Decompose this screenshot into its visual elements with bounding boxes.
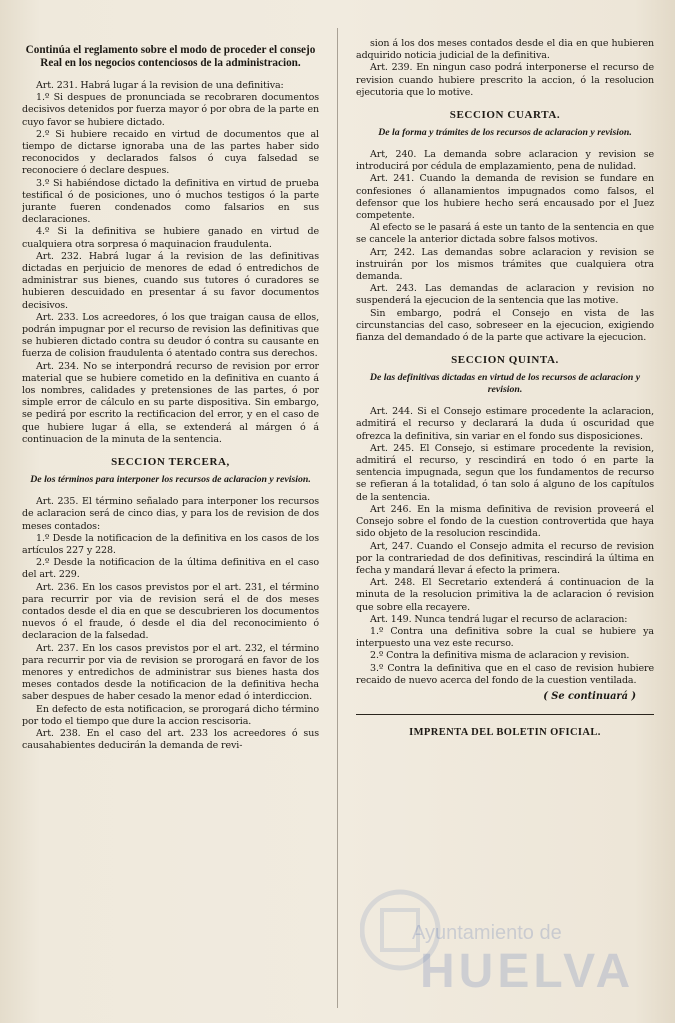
section-quinta-heading: SECCION QUINTA. <box>451 354 559 367</box>
article-paragraph: Art. 238. En el caso del art. 233 los acreedores ó sus causahabientes deducirán la demanda de revi- <box>22 727 319 752</box>
article-paragraph: En defecto de esta notificacion, se prorogará dicho término por todo el tiempo que dure la accion rescisoria. <box>22 703 319 727</box>
article-paragraph: Art. 236. En los casos previstos por el art. 231, el término para recurrir por via de revision será el de dos meses contados desde el dia en que se descubrieren los documentos nuevos ó el fraude, ó desde el dia del reconocimiento ó declaracion de la falsedad. <box>22 581 319 642</box>
article-paragraph: Art. 233. Los acreedores, ó los que traigan causa de ellos, podrán impugnar por el recurso de revision las definitivas que se hubieren dictado contra su deudor ó contra su causante en fuerza de colision fraudulenta ó atentado contra sus derechos. <box>22 311 319 360</box>
article-paragraph: Art. 243. Las demandas de aclaracion y revision no suspenderá la ejecucion de la sentencia que las motive. <box>356 283 654 307</box>
article-paragraph: 1.º Contra una definitiva sobre la cual se hubiere ya interpuesto una vez este recurso. <box>356 625 654 650</box>
article-paragraph: Sin embargo, podrá el Consejo en vista de las circunstancias del caso, sobreseer en la ejecucion, exigiendo fianza del demandado ó de la parte que activare la ejecucion. <box>356 307 654 344</box>
right-articles-b <box>356 149 654 344</box>
article-paragraph: Art. 232. Habrá lugar á la revision de las definitivas dictadas en perjuicio de menores de edad ó entredichos de administrar sus bienes, cuando sus tutores ó curadores se hubieren descuidado en presentar á su favor documentos decisivos. <box>22 250 319 311</box>
article-paragraph: Art. 237. En los casos previstos por el art. 232, el término para recurrir por via de revision se prorogará en favor de los menores y entredichos de administrar sus bienes hasta dos meses contados desde la notificacion de la definitiva hecha saber despues de haber cesado la menor edad ó interdiccion. <box>22 642 319 703</box>
article-paragraph: Art, 240. La demanda sobre aclaracion y revision se introducirá por cédula de emplazamiento, pena de nulidad. <box>356 149 654 173</box>
article-paragraph: 1.º Desde la notificacion de la definitiva en los casos de los artículos 227 y 228. <box>22 532 319 556</box>
article-paragraph: Art. 149. Nunca tendrá lugar el recurso de aclaracion: <box>370 613 628 625</box>
article-paragraph: 2.º Si hubiere recaido en virtud de documentos que al tiempo de dictarse ignoraba una de las partes haber sido reconocidos y declarados falsos ó cuya falsedad se reconociere ó declare despues. <box>22 128 319 177</box>
article-paragraph: Art. 234. No se interpondrá recurso de revision por error material que se hubiere cometido en la definitiva en cuanto á los nombres, calidades y pretensiones de las partes, ó por simple error de cálculo en su parte dispositiva. Sin embargo, se pedirá por escrito la rectificacion del error, y en el caso de que hubiere lugar á ella, se extenderá al márgen ó á continuacion de la minuta de la sentencia. <box>22 360 319 445</box>
right-articles-c <box>356 406 654 687</box>
continuara-note: ( Se continuará ) <box>543 690 636 702</box>
article-paragraph: Arr, 242. Las demandas sobre aclaracion y revision se instruirán por los mismos trámites que cualquiera otra demanda. <box>356 246 654 283</box>
article-paragraph: Art. 235. El término señalado para interponer los recursos de aclaracion será de cinco dias, y para los de revision de dos meses contados: <box>22 496 319 532</box>
right-articles-a <box>356 38 654 99</box>
footer-rule <box>356 714 654 715</box>
article-paragraph: 4.º Si la definitiva se hubiere ganado en virtud de cualquiera otra sorpresa ó maquinacion fraudulenta. <box>22 226 319 250</box>
section-cuarta-heading: SECCION CUARTA. <box>449 109 561 122</box>
article-paragraph: Art. 241. Cuando la demanda de revision se fundare en confesiones ó allanamientos impugnados como falsos, el defensor que los hubiere hecho será encausado por el Juez competente. <box>356 173 654 222</box>
article-paragraph: 3.º Si habiéndose dictado la definitiva en virtud de prueba testifical ó de posiciones, uno ó muchos testigos ó la parte jurante fueren condenados como falsarios en sus declaraciones. <box>22 177 319 226</box>
article-paragraph: 2.º Contra la definitiva misma de aclaracion y revision. <box>370 650 630 662</box>
article-paragraph: sion á los dos meses contados desde el dia en que hubieren adquirido noticia judicial de la definitiva. <box>356 38 654 62</box>
article-paragraph: Art 246. En la misma definitiva de revision proveerá el Consejo sobre el fondo de la cuestion controvertida que haya sido objeto de la resolucion rescindida. <box>356 503 654 540</box>
article-paragraph: Art. 245. El Consejo, si estimare procedente la revision, admitirá el recurso, y rescindirá en todo ó en parte la sentencia impugnada, segun que los fundamentos de recurso se refieran á la totalidad, ó tan solo á alguno de los capítulos de la sentencia. <box>356 442 654 503</box>
article-paragraph: Al efecto se le pasará á este un tanto de la sentencia en que se cancele la anterior dictada sobre falsos motivos. <box>356 222 654 246</box>
article-paragraph: Art. 244. Si el Consejo estimare procedente la aclaracion, admitirá el recurso y declarará la duda ú oscuridad que ofrezca la definitiva, sin variar en el fondo sus disposiciones. <box>356 406 654 442</box>
article-paragraph: 2.º Desde la notificacion de la última definitiva en el caso del art. 229. <box>22 557 319 581</box>
page-title: Continúa el reglamento sobre el modo de proceder el consejo Real en los negocios contenciosos de la administracion. <box>25 44 316 69</box>
printer-imprint: IMPRENTA DEL BOLETIN OFICIAL. <box>409 726 601 738</box>
left-articles-a <box>22 80 319 446</box>
article-paragraph: 3.º Contra la definitiva que en el caso de revision hubiere recaido de nuevo acerca del fondo de la cuestion ventilada. <box>356 662 654 686</box>
left-column <box>22 40 319 1023</box>
article-paragraph: Art. 239. En ningun caso podrá interponerse el recurso de revision cuando hubiere prescrito la accion, ó la resolucion ejecutoria que lo motive. <box>356 62 654 98</box>
left-articles-b <box>22 496 319 752</box>
column-divider <box>337 28 338 1008</box>
watermark-line2: HUELVA <box>420 945 635 998</box>
article-paragraph: Art. 248. El Secretario extenderá á continuacion de la minuta de la resolucion primitiva la de aclaracion ó revision que sobre ella recayere. <box>356 577 654 613</box>
watermark-line1: Ayuntamiento de <box>412 922 562 944</box>
section-cuarta-subtitle: De la forma y trámites de los recursos de aclaracion y revision. <box>378 127 632 139</box>
section-quinta-subtitle: De las definitivas dictadas en virtud de los recursos de aclaracion y revision. <box>369 372 641 396</box>
article-paragraph: Art, 247. Cuando el Consejo admita el recurso de revision por la contrariedad de dos definitivas, rescindirá la última en fecha y mandará llevar á efecto la primera. <box>356 540 654 576</box>
section-tercera-heading: SECCION TERCERA, <box>111 456 230 469</box>
section-tercera-subtitle: De los términos para interponer los recursos de aclaracion y revision. <box>30 474 311 486</box>
article-paragraph: 1.º Si despues de pronunciada se recobraren documentos decisivos detenidos por fuerza mayor ó por obra de la parte en cuyo favor se hubiere dictado. <box>22 92 319 128</box>
article-paragraph: Art. 231. Habrá lugar á la revision de una definitiva: <box>36 80 284 91</box>
